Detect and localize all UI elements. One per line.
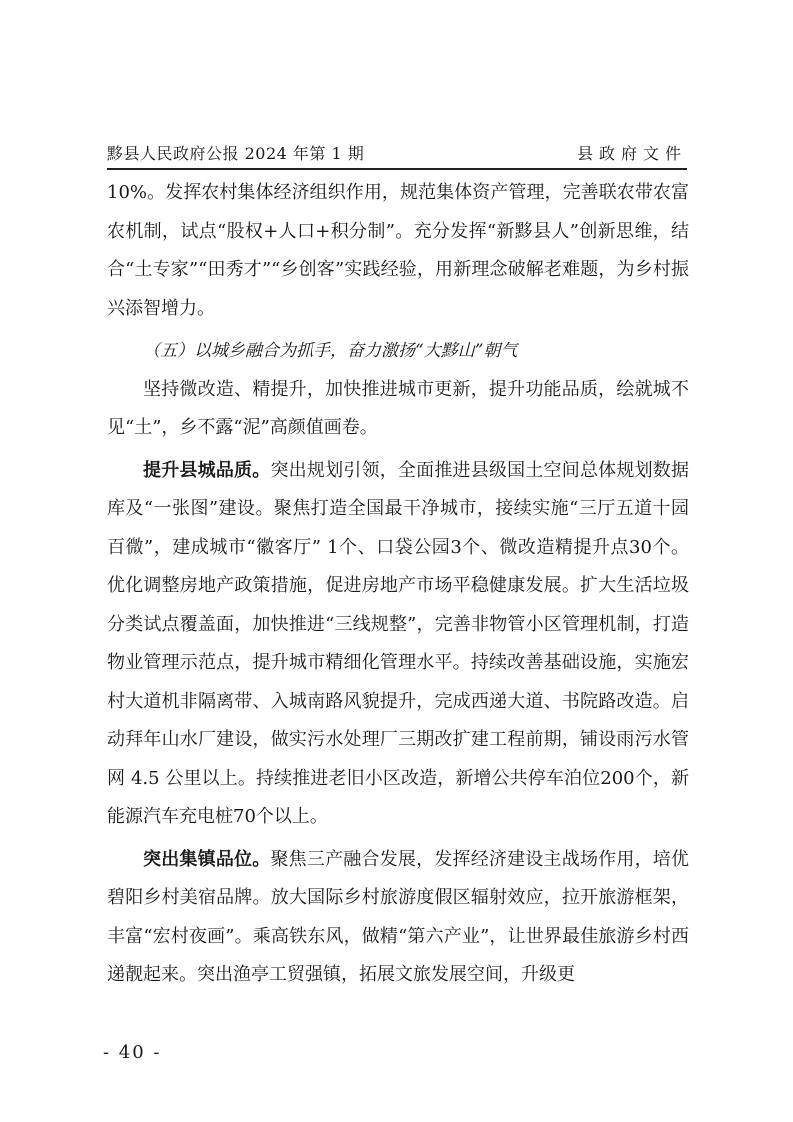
paragraph-text: 聚焦三产融合发展，发挥经济建设主战场作用，培优碧阳乡村美宿品牌。放大国际乡村旅游度假区辐射效应，拉开旅游框架，丰富“宏村夜画”。乘高铁东风，做精“第六产业”，让世界最佳旅游乡村西递靓起来。突出渔亭工贸强镇，拓展文旅发展空间，升级更 — [107, 848, 690, 985]
paragraph-lead-heading: 提升县城品质。 — [143, 459, 271, 481]
paragraph-intro: 坚持微改造、精提升，加快推进城市更新，提升功能品质，绘就城不见“土”，乡不露“泥”高颜值画卷。 — [107, 378, 689, 438]
section-title: 县政府文件 — [576, 144, 687, 163]
page-header — [107, 140, 687, 170]
paragraph-text: 突出规划引领，全面推进县级国土空间总体规划数据库及“一张图”建设。聚焦打造全国最干净城市，接续实施“三厅五道十园百微”，建成城市“徽客厅” 1个、口袋公园3个、微改造精提升点30个。优化调整房地产政策措施，促进房地产市场平稳健康发展。扩大生活垃圾分类试点覆盖面，加快推进“三线规整”，完善非物管小区管理机制，打造物业管理示范点，提升城市精细化管理水平。持续改善基础设施，实施宏村大道机非隔离带、入城南路风貌提升，完成西递大道、书院路改造。启动拜年山水厂建设，做实污水处理厂三期改扩建工程前期，铺设雨污水管网 4.5 公里以上。持续推进老旧小区改造，新增公共停车泊位200个，新能源汽车充电桩70个以上。 — [107, 459, 690, 827]
section-subheading: （五）以城乡融合为抓手，奋力激扬“大黟山”朝气 — [143, 341, 518, 361]
document-body — [107, 174, 689, 995]
paragraph-town-quality — [107, 841, 689, 995]
publication-title: 黟县人民政府公报 2024 年第 1 期 — [107, 144, 365, 163]
paragraph-county-quality — [107, 452, 689, 837]
page-number: - 40 - — [103, 1042, 162, 1063]
paragraph-lead-heading: 突出集镇品位。 — [143, 848, 271, 870]
paragraph-continued: 10%。发挥农村集体经济组织作用，规范集体资产管理，完善联农带农富农机制，试点“股权+人口+积分制”。充分发挥“新黟县人”创新思维，结合“土专家”“田秀才”“乡创客”实践经验，用新理念破解老难题，为乡村振兴添智增力。 — [107, 182, 689, 319]
